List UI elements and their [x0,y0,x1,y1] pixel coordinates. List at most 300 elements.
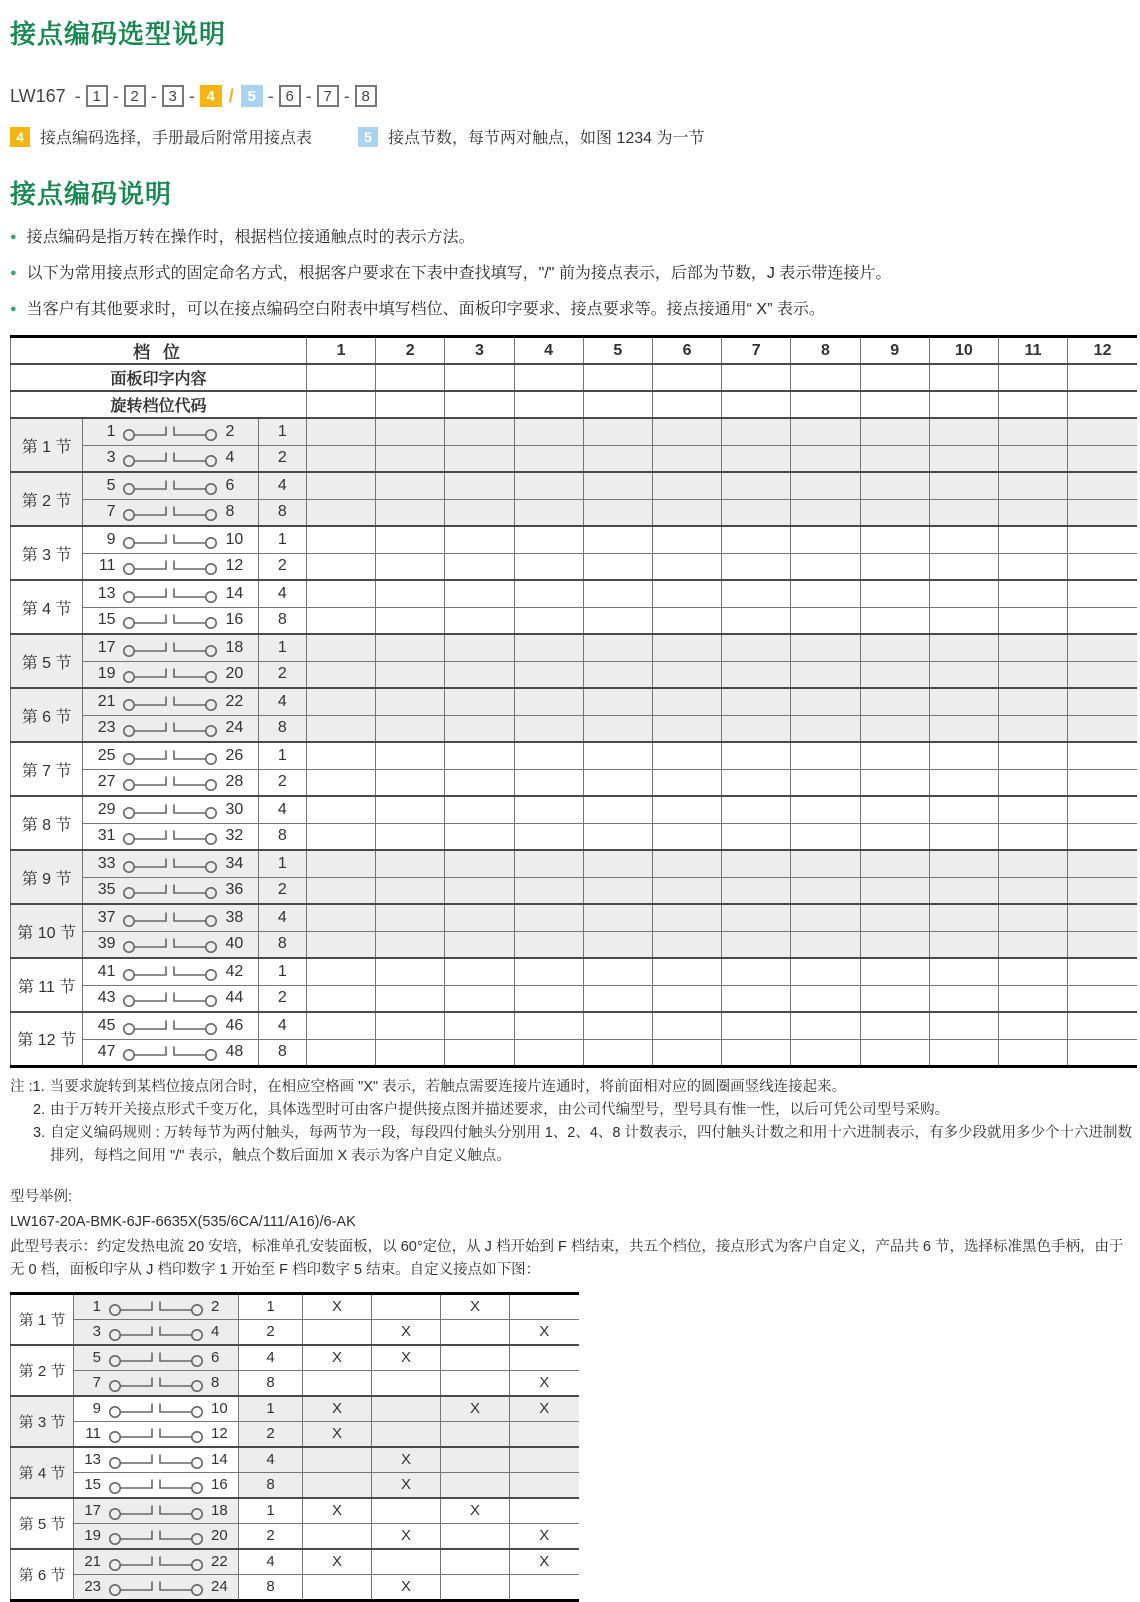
break-contact-symbol-icon [122,554,218,578]
contact-terminal-right: 12 [211,1425,228,1442]
blank-fill-cell [510,1574,579,1600]
blank-fill-cell [306,985,375,1012]
blank-fill-cell [860,607,929,634]
contact-code-cell: 8 [258,931,306,958]
contact-terminal-right: 32 [225,827,244,845]
blank-fill-cell [583,661,652,688]
blank-fill-cell [652,1039,721,1066]
contact-diagram [74,1295,238,1319]
contact-row [11,688,1138,715]
blank-fill-cell [652,985,721,1012]
custom-contact-example-table [10,1292,579,1602]
contact-diagram-cell [83,661,259,688]
blank-fill-cell [445,742,514,769]
contact-diagram-cell [83,985,259,1012]
note-line [33,1099,1137,1122]
contact-diagram-cell [83,769,259,796]
blank-fill-cell [583,445,652,472]
break-contact-symbol-icon [122,878,218,902]
contact-diagram [83,446,258,470]
blank-fill-cell [376,796,445,823]
blank-fill-cell [652,769,721,796]
blank-fill-cell [929,742,998,769]
model-box-6: 6 [279,85,301,107]
blank-fill-cell [514,580,583,607]
blank-fill-cell [722,634,791,661]
blank-fill-cell [929,877,998,904]
contact-code-cell: 1 [239,1293,303,1319]
contact-terminal-right: 20 [225,665,244,683]
blank-fill-cell [722,742,791,769]
blank-fill-cell [376,850,445,877]
blank-fill-cell [583,769,652,796]
blank-fill-cell [372,1498,441,1524]
contact-diagram [74,1473,238,1497]
dash-separator: - [343,85,350,106]
blank-fill-cell [441,1549,510,1575]
break-contact-symbol-icon [122,852,218,876]
contact-terminal-left: 21 [97,692,116,710]
contact-terminal-left: 23 [84,1578,101,1595]
contact-terminal-right: 6 [225,476,235,494]
blank-fill-cell [1068,580,1137,607]
contact-terminal-left: 39 [97,935,116,953]
blank-fill-cell [791,391,860,418]
contact-row [11,1523,579,1549]
document-page [0,14,1140,1602]
contact-closed-mark-cell: X [303,1345,372,1371]
blank-fill-cell [722,931,791,958]
note-line [33,1122,1137,1168]
break-contact-symbol-icon [122,960,218,984]
contact-diagram-cell [83,742,259,769]
blank-fill-cell [376,364,445,391]
contact-closed-mark-cell: X [510,1396,579,1422]
blank-fill-cell [722,661,791,688]
blank-fill-cell [445,796,514,823]
blank-fill-cell [791,769,860,796]
blank-fill-cell [441,1574,510,1600]
section-label: 第 3 节 [11,1396,74,1447]
blank-fill-cell [306,1039,375,1066]
blank-fill-cell [306,823,375,850]
break-contact-symbol-icon [122,798,218,822]
blank-fill-cell [860,499,929,526]
break-contact-symbol-icon [108,1448,204,1472]
contact-code-cell: 2 [258,985,306,1012]
section-label: 第 6 节 [11,1549,74,1601]
contact-code-cell: 1 [258,958,306,985]
blank-fill-cell [998,634,1067,661]
page-title: 接点编码选型说明 [10,19,227,49]
blank-fill-cell [860,364,929,391]
contact-terminal-left: 15 [84,1476,101,1493]
blank-fill-cell [376,1039,445,1066]
contact-closed-mark-cell: X [510,1549,579,1575]
blank-fill-cell [1068,715,1137,742]
blank-fill-cell [929,391,998,418]
blank-fill-cell [929,715,998,742]
blank-fill-cell [652,445,721,472]
contact-diagram-cell [83,823,259,850]
blank-fill-cell [652,607,721,634]
blank-fill-cell [445,364,514,391]
notes-block [10,1076,1137,1168]
blank-fill-cell [583,364,652,391]
contact-diagram-cell [83,472,259,499]
blank-fill-cell [372,1293,441,1319]
contact-diagram [83,636,258,660]
contact-diagram-cell [83,1012,259,1039]
position-header-5: 5 [583,337,652,365]
blank-fill-cell [929,580,998,607]
contact-diagram [74,1448,238,1472]
dash-separator: - [267,85,274,106]
blank-fill-cell [791,688,860,715]
blank-fill-cell [306,769,375,796]
blank-fill-cell [860,796,929,823]
blank-fill-cell [445,985,514,1012]
contact-diagram-cell [83,796,259,823]
blank-fill-cell [306,850,375,877]
contact-diagram-cell [83,904,259,931]
contact-diagram [83,932,258,956]
blank-fill-cell [583,958,652,985]
contact-row [11,553,1138,580]
contact-terminal-right: 20 [211,1527,228,1544]
contact-terminal-left: 47 [97,1043,116,1060]
blank-fill-cell [583,688,652,715]
contact-code-cell: 1 [258,418,306,445]
contact-code-cell: 4 [258,472,306,499]
blank-fill-cell [376,742,445,769]
contact-code-cell: 1 [258,526,306,553]
contact-diagram [83,1014,258,1038]
blank-fill-cell [722,580,791,607]
blank-fill-cell [445,499,514,526]
blank-fill-cell [376,499,445,526]
contact-row [11,472,1138,499]
blank-fill-cell [306,445,375,472]
blank-fill-cell [445,472,514,499]
blank-fill-cell [1068,796,1137,823]
position-header-10: 10 [929,337,998,365]
contact-code-cell: 8 [258,1039,306,1066]
blank-fill-cell [791,445,860,472]
contact-closed-mark-cell: X [303,1421,372,1447]
blank-fill-cell [652,661,721,688]
contact-diagram [83,582,258,606]
contact-closed-mark-cell: X [372,1447,441,1473]
model-box-2: 2 [124,85,146,107]
contact-closed-mark-cell: X [510,1319,579,1345]
blank-fill-cell [998,553,1067,580]
blank-fill-cell [929,796,998,823]
blank-fill-cell [583,580,652,607]
blank-fill-cell [376,634,445,661]
contact-terminal-right: 46 [225,1016,244,1034]
blank-fill-cell [376,661,445,688]
contact-code-cell: 8 [258,715,306,742]
blank-fill-cell [514,634,583,661]
contact-row [11,850,1138,877]
blank-fill-cell [583,850,652,877]
contact-row [11,661,1138,688]
contact-terminal-left: 13 [97,584,116,602]
blank-fill-cell [722,553,791,580]
blank-fill-cell [583,526,652,553]
blank-fill-cell [929,472,998,499]
section-label: 第 1 节 [11,418,83,472]
blank-fill-cell [652,850,721,877]
contact-code-cell: 4 [239,1549,303,1575]
contact-terminal-left: 9 [106,530,116,548]
blank-fill-cell [376,958,445,985]
contact-code-cell: 8 [258,499,306,526]
blank-fill-cell [376,418,445,445]
break-contact-symbol-icon [108,1550,204,1574]
blank-fill-cell [372,1396,441,1422]
blank-fill-cell [583,553,652,580]
contact-code-cell: 4 [258,796,306,823]
blank-fill-cell [722,607,791,634]
blank-fill-cell [303,1523,372,1549]
blank-fill-cell [722,985,791,1012]
contact-terminal-right: 16 [211,1476,228,1493]
contact-diagram-cell [74,1498,239,1524]
contact-closed-mark-cell: X [372,1345,441,1371]
blank-fill-cell [791,850,860,877]
section-label: 第 5 节 [11,1498,74,1549]
position-header-4: 4 [514,337,583,365]
blank-fill-cell [652,904,721,931]
contact-terminal-right: 10 [211,1400,228,1417]
blank-fill-cell [514,499,583,526]
dash-separator: - [305,85,312,106]
contact-code-cell: 1 [239,1498,303,1524]
contact-row [11,445,1138,472]
section-label: 第 7 节 [11,742,83,796]
blank-fill-cell [514,661,583,688]
blank-fill-cell [860,580,929,607]
contact-row [11,823,1138,850]
contact-terminal-left: 19 [97,665,116,683]
section-label: 第 11 节 [11,958,83,1012]
blank-fill-cell [441,1345,510,1371]
blank-fill-cell [791,715,860,742]
contact-code-cell: 8 [239,1574,303,1600]
break-contact-symbol-icon [122,528,218,552]
contact-row [11,796,1138,823]
blank-fill-cell [445,715,514,742]
break-contact-symbol-icon [122,690,218,714]
blank-fill-cell [860,958,929,985]
contact-code-cell: 4 [258,688,306,715]
blank-fill-cell [722,1039,791,1066]
blank-fill-cell [929,607,998,634]
section-label: 第 8 节 [11,796,83,850]
contact-code-cell: 1 [239,1396,303,1422]
blank-fill-cell [376,445,445,472]
blank-fill-cell [722,877,791,904]
blank-fill-cell [929,526,998,553]
section-label: 第 3 节 [11,526,83,580]
blank-fill-cell [1068,499,1137,526]
blank-fill-cell [376,607,445,634]
blank-fill-cell [306,958,375,985]
blank-fill-cell [652,715,721,742]
contact-diagram [83,986,258,1010]
blank-fill-cell [1068,742,1137,769]
blank-fill-cell [929,931,998,958]
contact-diagram-cell [83,526,259,553]
blank-fill-cell [583,742,652,769]
blank-fill-cell [306,1012,375,1039]
contact-closed-mark-cell: X [303,1293,372,1319]
blank-fill-cell [998,472,1067,499]
note-text: 自定义编码规则 : 万转每节为两付触头，每两节为一段，每段四付触头分别用 1、2、4、8 计数表示，四付触头计数之和用十六进制表示，有多少段就用多少个十六进制数排列，每档之间用 "/" 表示，触点个数后面加 X 表示为客户自定义触点。 [50,1124,1132,1164]
note-number: 2. [33,1101,46,1118]
blank-fill-cell [860,850,929,877]
blank-fill-cell [306,715,375,742]
blank-fill-cell [583,472,652,499]
contact-diagram-cell [83,634,259,661]
blank-fill-cell [514,688,583,715]
blank-fill-cell [998,580,1067,607]
position-header-7: 7 [722,337,791,365]
blank-fill-cell [998,1012,1067,1039]
break-contact-symbol-icon [108,1422,204,1446]
blank-fill-cell [514,904,583,931]
break-contact-symbol-icon [122,906,218,930]
blank-fill-cell [998,985,1067,1012]
break-contact-symbol-icon [122,608,218,632]
blank-fill-cell [514,364,583,391]
contact-diagram [83,420,258,444]
break-contact-symbol-icon [122,1014,218,1038]
contact-code-cell: 2 [239,1523,303,1549]
table-header-row [11,337,1138,365]
blank-fill-cell [1068,526,1137,553]
blank-fill-cell [860,418,929,445]
blank-fill-cell [1068,634,1137,661]
blank-fill-cell [998,499,1067,526]
contact-terminal-right: 28 [225,773,244,791]
blank-fill-cell [583,1012,652,1039]
blank-fill-cell [652,958,721,985]
blank-fill-cell [514,1039,583,1066]
blank-fill-cell [441,1421,510,1447]
blank-fill-cell [306,553,375,580]
contact-terminal-left: 1 [106,422,116,440]
blank-fill-cell [860,742,929,769]
contact-code-cell: 4 [258,580,306,607]
contact-code-cell: 8 [258,823,306,850]
blank-fill-cell [860,904,929,931]
position-header-1: 1 [306,337,375,365]
blank-fill-cell [652,364,721,391]
contact-diagram [83,852,258,876]
contact-diagram-cell [74,1421,239,1447]
blank-fill-cell [306,418,375,445]
contact-diagram [74,1320,238,1344]
contact-terminal-right: 14 [211,1451,228,1468]
blank-fill-cell [445,877,514,904]
blank-fill-cell [1068,391,1137,418]
contact-terminal-left: 3 [92,1323,101,1340]
blank-fill-cell [860,634,929,661]
blank-fill-cell [791,796,860,823]
blank-fill-cell [998,904,1067,931]
blank-fill-cell [860,715,929,742]
blank-fill-cell [376,580,445,607]
blank-fill-cell [998,688,1067,715]
blank-fill-cell [791,553,860,580]
contact-code-cell: 4 [258,904,306,931]
blank-fill-cell [514,526,583,553]
blank-fill-cell [998,931,1067,958]
dash-separator: - [112,85,119,106]
contact-diagram [83,554,258,578]
blank-fill-cell [372,1421,441,1447]
blank-fill-cell [514,1012,583,1039]
contact-code-cell: 4 [239,1447,303,1473]
blank-fill-cell [303,1319,372,1345]
contact-diagram [83,716,258,740]
contact-row [11,1293,579,1319]
blank-fill-cell [652,391,721,418]
blank-fill-cell [652,418,721,445]
blank-fill-cell [445,445,514,472]
contact-row [11,1574,579,1600]
break-contact-symbol-icon [122,744,218,768]
contact-row [11,1012,1138,1039]
blank-fill-cell [929,445,998,472]
blank-fill-cell [445,634,514,661]
contact-diagram-cell [83,499,259,526]
contact-terminal-right: 8 [225,503,235,521]
blank-fill-cell [441,1370,510,1396]
contact-terminal-left: 5 [106,476,116,494]
contact-terminal-right: 34 [225,854,244,872]
blank-fill-cell [514,985,583,1012]
position-header-2: 2 [376,337,445,365]
blank-fill-cell [791,985,860,1012]
blank-fill-cell [376,553,445,580]
section-label: 第 4 节 [11,1447,74,1498]
contact-code-cell: 2 [258,661,306,688]
contact-diagram-cell [74,1345,239,1371]
blank-fill-cell [791,472,860,499]
contact-terminal-right: 2 [225,422,235,440]
blank-fill-cell [306,499,375,526]
blank-fill-cell [860,526,929,553]
blank-fill-cell [791,634,860,661]
blank-fill-cell [929,364,998,391]
blank-fill-cell [998,958,1067,985]
position-header-6: 6 [652,337,721,365]
blank-fill-cell [514,958,583,985]
blank-fill-cell [372,1370,441,1396]
contact-closed-mark-cell: X [372,1574,441,1600]
blank-fill-cell [998,823,1067,850]
contact-row [11,1421,579,1447]
blank-fill-cell [583,715,652,742]
contact-terminal-left: 7 [106,503,116,521]
blank-fill-cell [791,580,860,607]
rotary-code-row [11,391,1138,418]
contact-row [11,904,1138,931]
